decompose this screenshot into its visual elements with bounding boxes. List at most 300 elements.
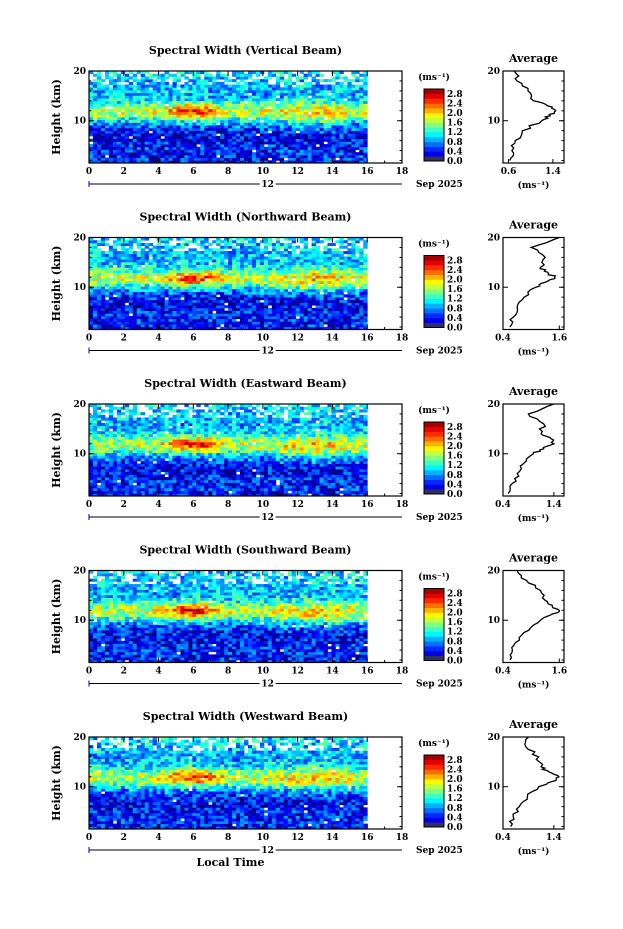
heatmap-cell — [121, 292, 125, 295]
heatmap-cell — [288, 114, 292, 117]
heatmap-cell — [141, 311, 145, 314]
heatmap-cell — [248, 240, 252, 243]
heatmap-cell — [316, 149, 320, 152]
heatmap-cell — [359, 270, 363, 273]
heatmap-cell — [236, 297, 240, 300]
heatmap-cell — [172, 155, 176, 158]
heatmap-cell — [121, 248, 125, 251]
heatmap-cell — [180, 321, 184, 324]
heatmap-cell — [331, 128, 335, 131]
colorbar-tick-label: 0.4 — [447, 313, 463, 324]
heatmap-cell — [145, 139, 149, 142]
heatmap-cell — [252, 122, 256, 125]
heatmap-cell — [165, 136, 169, 139]
heatmap-cell — [324, 278, 328, 281]
heatmap-cell — [260, 251, 264, 254]
heatmap-cell — [276, 112, 280, 115]
heatmap-cell — [192, 254, 196, 257]
heatmap-cell — [153, 270, 157, 273]
heatmap-cell — [320, 321, 324, 324]
heatmap-cell — [216, 82, 220, 85]
heatmap-cell — [165, 74, 169, 77]
colorbar-segment — [424, 318, 444, 323]
heatmap-cell — [157, 488, 161, 491]
heatmap-cell — [264, 117, 268, 120]
heatmap-cell — [220, 259, 224, 262]
heatmap-cell — [97, 141, 101, 144]
heatmap-cell — [232, 248, 236, 251]
heatmap-cell — [180, 256, 184, 259]
heatmap-cell — [236, 117, 240, 120]
heatmap-cell — [244, 85, 248, 88]
heatmap-cell — [339, 311, 343, 314]
heatmap-cell — [161, 273, 165, 276]
heatmap-cell — [93, 289, 97, 292]
heatmap-cell — [149, 122, 153, 125]
heatmap-cell — [272, 155, 276, 158]
heatmap-cell — [248, 491, 252, 494]
heatmap-cell — [292, 256, 296, 259]
heatmap-cell — [244, 324, 248, 327]
heatmap-cell — [168, 278, 172, 281]
heatmap-cell — [351, 93, 355, 96]
heatmap-cell — [145, 141, 149, 144]
heatmap-cell — [240, 485, 244, 488]
heatmap-cell — [141, 79, 145, 82]
heatmap-cell — [316, 308, 320, 311]
heatmap-cell — [240, 262, 244, 265]
heatmap-cell — [280, 147, 284, 150]
heatmap-cell — [188, 155, 192, 158]
heatmap-cell — [157, 308, 161, 311]
heatmap-cell — [355, 265, 359, 268]
heatmap-cell — [200, 316, 204, 319]
heatmap-cell — [272, 259, 276, 262]
heatmap-cell — [137, 90, 141, 93]
heatmap-cell — [168, 251, 172, 254]
heatmap-cell — [153, 141, 157, 144]
heatmap-cell — [220, 82, 224, 85]
heatmap-cell — [180, 147, 184, 150]
heatmap-cell — [133, 120, 137, 123]
heatmap-cell — [300, 109, 304, 112]
heatmap-cell — [105, 270, 109, 273]
heatmap-cell — [216, 248, 220, 251]
heatmap-cell — [196, 311, 200, 314]
heatmap-cell — [157, 133, 161, 136]
heatmap-cell — [296, 149, 300, 152]
heatmap-cell — [176, 302, 180, 305]
heatmap-cell — [172, 308, 176, 311]
heatmap-cell — [125, 101, 129, 104]
heatmap-cell — [240, 74, 244, 77]
heatmap-cell — [165, 284, 169, 287]
heatmap-cell — [312, 300, 316, 303]
heatmap-cell — [172, 246, 176, 249]
heatmap-cell — [359, 281, 363, 284]
heatmap-cell — [296, 297, 300, 300]
heatmap-cell — [161, 485, 165, 488]
heatmap-cell — [101, 281, 105, 284]
heatmap-cell — [109, 281, 113, 284]
heatmap-cell — [335, 324, 339, 327]
avg-y-tick-label: 20 — [487, 233, 500, 244]
heatmap-cell — [312, 128, 316, 131]
heatmap-cell — [351, 294, 355, 297]
heatmap-cell — [172, 87, 176, 90]
average-frame — [503, 238, 564, 330]
heatmap-cell — [316, 112, 320, 115]
heatmap-cell — [165, 144, 169, 147]
heatmap-cell — [228, 284, 232, 287]
heatmap-cell — [268, 76, 272, 79]
heatmap-cell — [121, 125, 125, 128]
heatmap-cell — [161, 152, 165, 155]
heatmap-cell — [327, 112, 331, 115]
heatmap-cell — [272, 117, 276, 120]
heatmap-cell — [105, 109, 109, 112]
heatmap-cell — [304, 313, 308, 316]
heatmap-cell — [208, 106, 212, 109]
heatmap-cell — [320, 98, 324, 101]
heatmap-cell — [296, 284, 300, 287]
heatmap-cell — [180, 491, 184, 494]
heatmap-cell — [208, 79, 212, 82]
heatmap-cell — [304, 141, 308, 144]
heatmap-cell — [292, 74, 296, 77]
heatmap-cell — [363, 152, 367, 155]
heatmap-cell — [272, 270, 276, 273]
heatmap-cell — [176, 122, 180, 125]
heatmap-cell — [327, 316, 331, 319]
heatmap-cell — [121, 485, 125, 488]
heatmap-cell — [153, 316, 157, 319]
heatmap-cell — [256, 149, 260, 152]
heatmap-cell — [125, 313, 129, 316]
heatmap-cell — [117, 262, 121, 265]
heatmap-cell — [288, 122, 292, 125]
heatmap-cell — [284, 133, 288, 136]
heatmap-cell — [117, 106, 121, 109]
average-title: Average — [508, 52, 559, 65]
avg-x-tick-label: 0.4 — [495, 333, 511, 344]
heatmap-cell — [188, 141, 192, 144]
heatmap-cell — [260, 308, 264, 311]
heatmap-cell — [145, 313, 149, 316]
heatmap-cell — [316, 273, 320, 276]
heatmap-cell — [196, 321, 200, 324]
heatmap-cell — [200, 297, 204, 300]
heatmap-cell — [260, 133, 264, 136]
heatmap-cell — [339, 313, 343, 316]
heatmap-cell — [324, 313, 328, 316]
heatmap-cell — [165, 488, 169, 491]
heatmap-cell — [351, 324, 355, 327]
heatmap-cell — [153, 254, 157, 257]
heatmap-cell — [125, 254, 129, 257]
heatmap-cell — [212, 103, 216, 106]
heatmap-cell — [165, 308, 169, 311]
heatmap-cell — [232, 155, 236, 158]
heatmap-cell — [97, 275, 101, 278]
heatmap-cell — [192, 144, 196, 147]
heatmap-cell — [208, 87, 212, 90]
heatmap-cell — [157, 93, 161, 96]
heatmap-cell — [165, 122, 169, 125]
heatmap-cell — [192, 297, 196, 300]
heatmap-cell — [113, 125, 117, 128]
heatmap-cell — [161, 103, 165, 106]
heatmap-cell — [296, 120, 300, 123]
heatmap-cell — [208, 485, 212, 488]
heatmap-cell — [280, 491, 284, 494]
heatmap-cell — [347, 109, 351, 112]
heatmap-cell — [316, 485, 320, 488]
heatmap-cell — [180, 95, 184, 98]
heatmap-cell — [157, 262, 161, 265]
heatmap-cell — [220, 278, 224, 281]
heatmap-cell — [248, 95, 252, 98]
heatmap-cell — [192, 256, 196, 259]
heatmap-cell — [216, 103, 220, 106]
heatmap-cell — [324, 485, 328, 488]
heatmap-cell — [256, 246, 260, 249]
heatmap-cell — [236, 93, 240, 96]
heatmap-cell — [272, 95, 276, 98]
heatmap-cell — [141, 76, 145, 79]
heatmap-cell — [296, 103, 300, 106]
heatmap-cell — [280, 133, 284, 136]
heatmap-cell — [137, 313, 141, 316]
heatmap-cell — [268, 114, 272, 117]
heatmap-cell — [97, 98, 101, 101]
heatmap-cell — [117, 321, 121, 324]
heatmap-cell — [343, 259, 347, 262]
heatmap-cell — [212, 485, 216, 488]
heatmap-cell — [347, 101, 351, 104]
heatmap-cell — [252, 85, 256, 88]
heatmap-cell — [288, 74, 292, 77]
heatmap-cell — [256, 278, 260, 281]
heatmap-cell — [335, 93, 339, 96]
heatmap-cell — [347, 485, 351, 488]
heatmap-cell — [252, 319, 256, 322]
heatmap-cell — [168, 256, 172, 259]
heatmap-cell — [89, 133, 93, 136]
heatmap-cell — [327, 98, 331, 101]
heatmap-cell — [113, 152, 117, 155]
heatmap-cell — [339, 273, 343, 276]
heatmap-cell — [129, 246, 133, 249]
heatmap-cell — [355, 120, 359, 123]
heatmap-cell — [117, 289, 121, 292]
heatmap-cell — [312, 112, 316, 115]
heatmap-cell — [351, 155, 355, 158]
heatmap-cell — [347, 270, 351, 273]
heatmap-cell — [149, 112, 153, 115]
heatmap-cell — [304, 82, 308, 85]
heatmap-cell — [216, 131, 220, 134]
heatmap-cell — [268, 281, 272, 284]
heatmap-cell — [292, 297, 296, 300]
heatmap-cell — [105, 256, 109, 259]
heatmap-cell — [208, 491, 212, 494]
heatmap-cell — [180, 324, 184, 327]
heatmap-cell — [320, 128, 324, 131]
heatmap-cell — [113, 246, 117, 249]
heatmap-cell — [117, 114, 121, 117]
heatmap-cell — [224, 106, 228, 109]
heatmap-cell — [252, 256, 256, 259]
heatmap-cell — [208, 90, 212, 93]
heatmap-cell — [176, 254, 180, 257]
heatmap-cell — [327, 141, 331, 144]
heatmap-cell — [129, 155, 133, 158]
heatmap-cell — [192, 128, 196, 131]
heatmap-cell — [228, 144, 232, 147]
heatmap-cell — [316, 152, 320, 155]
heatmap-cell — [355, 313, 359, 316]
heatmap-cell — [347, 248, 351, 251]
heatmap-cell — [117, 128, 121, 131]
heatmap-cell — [320, 112, 324, 115]
heatmap-cell — [117, 79, 121, 82]
heatmap-cell — [260, 82, 264, 85]
heatmap-cell — [256, 265, 260, 268]
heatmap-cell — [308, 297, 312, 300]
heatmap-cell — [101, 101, 105, 104]
heatmap-cell — [351, 321, 355, 324]
heatmap-cell — [272, 136, 276, 139]
heatmap-cell — [149, 278, 153, 281]
heatmap-cell — [125, 141, 129, 144]
heatmap-cell — [180, 259, 184, 262]
heatmap-cell — [300, 267, 304, 270]
heatmap-cell — [176, 321, 180, 324]
heatmap-cell — [93, 106, 97, 109]
heatmap-cell — [324, 259, 328, 262]
heatmap-cell — [359, 90, 363, 93]
heatmap-cell — [157, 485, 161, 488]
heatmap-cell — [331, 114, 335, 117]
heatmap-cell — [149, 109, 153, 112]
heatmap-cell — [172, 319, 176, 322]
heatmap-cell — [180, 278, 184, 281]
heatmap-cell — [157, 305, 161, 308]
heatmap-cell — [188, 114, 192, 117]
heatmap-cell — [105, 74, 109, 77]
heatmap-cell — [125, 147, 129, 150]
heatmap-cell — [113, 267, 117, 270]
heatmap-cell — [343, 289, 347, 292]
heatmap-cell — [272, 305, 276, 308]
heatmap-cell — [212, 313, 216, 316]
heatmap-cell — [93, 254, 97, 257]
heatmap-cell — [97, 321, 101, 324]
heatmap-cell — [272, 488, 276, 491]
heatmap-cell — [236, 482, 240, 485]
heatmap-cell — [355, 262, 359, 265]
heatmap-cell — [312, 294, 316, 297]
heatmap-cell — [284, 98, 288, 101]
heatmap-cell — [125, 286, 129, 289]
heatmap-cell — [196, 117, 200, 120]
heatmap-cell — [363, 136, 367, 139]
heatmap-cell — [284, 128, 288, 131]
heatmap-cell — [300, 93, 304, 96]
heatmap-cell — [252, 112, 256, 115]
heatmap-cell — [300, 256, 304, 259]
heatmap-cell — [188, 297, 192, 300]
heatmap-cell — [196, 131, 200, 134]
heatmap-cell — [212, 265, 216, 268]
heatmap-cell — [157, 313, 161, 316]
heatmap-cell — [149, 267, 153, 270]
heatmap-cell — [327, 284, 331, 287]
heatmap-cell — [117, 491, 121, 494]
heatmap-cell — [176, 292, 180, 295]
heatmap-cell — [165, 273, 169, 276]
heatmap-cell — [304, 294, 308, 297]
heatmap-cell — [153, 259, 157, 262]
heatmap-cell — [244, 308, 248, 311]
heatmap-cell — [272, 87, 276, 90]
heatmap-cell — [133, 294, 137, 297]
heatmap-cell — [145, 106, 149, 109]
heatmap-cell — [256, 144, 260, 147]
heatmap-cell — [184, 284, 188, 287]
heatmap-cell — [196, 292, 200, 295]
heatmap-cell — [312, 308, 316, 311]
heatmap-cell — [256, 141, 260, 144]
heatmap-cell — [153, 131, 157, 134]
heatmap-cell — [260, 158, 264, 161]
heatmap-cell — [320, 139, 324, 142]
heatmap-cell — [343, 273, 347, 276]
heatmap-cell — [327, 125, 331, 128]
heatmap-cell — [335, 136, 339, 139]
x-tick-label: 0 — [85, 167, 93, 177]
heatmap-cell — [339, 147, 343, 150]
heatmap-cell — [149, 254, 153, 257]
heatmap-cell — [168, 133, 172, 136]
heatmap-cell — [168, 482, 172, 485]
heatmap-cell — [248, 313, 252, 316]
heatmap-cell — [276, 103, 280, 106]
heatmap-cell — [149, 308, 153, 311]
heatmap-cell — [212, 114, 216, 117]
heatmap-cell — [331, 275, 335, 278]
heatmap-cell — [363, 275, 367, 278]
heatmap-cell — [204, 133, 208, 136]
heatmap-cell — [343, 316, 347, 319]
heatmap-cell — [216, 311, 220, 314]
heatmap-cell — [256, 90, 260, 93]
heatmap-cell — [355, 284, 359, 287]
heatmap-cell — [149, 321, 153, 324]
heatmap-cell — [153, 87, 157, 90]
heatmap-cell — [113, 319, 117, 322]
heatmap-cell — [204, 136, 208, 139]
heatmap-cell — [109, 254, 113, 257]
heatmap-cell — [208, 128, 212, 131]
heatmap-cell — [224, 297, 228, 300]
heatmap-cell — [168, 120, 172, 123]
heatmap-cell — [117, 136, 121, 139]
heatmap-cell — [324, 265, 328, 268]
heatmap-cell — [93, 267, 97, 270]
heatmap-cell — [355, 152, 359, 155]
